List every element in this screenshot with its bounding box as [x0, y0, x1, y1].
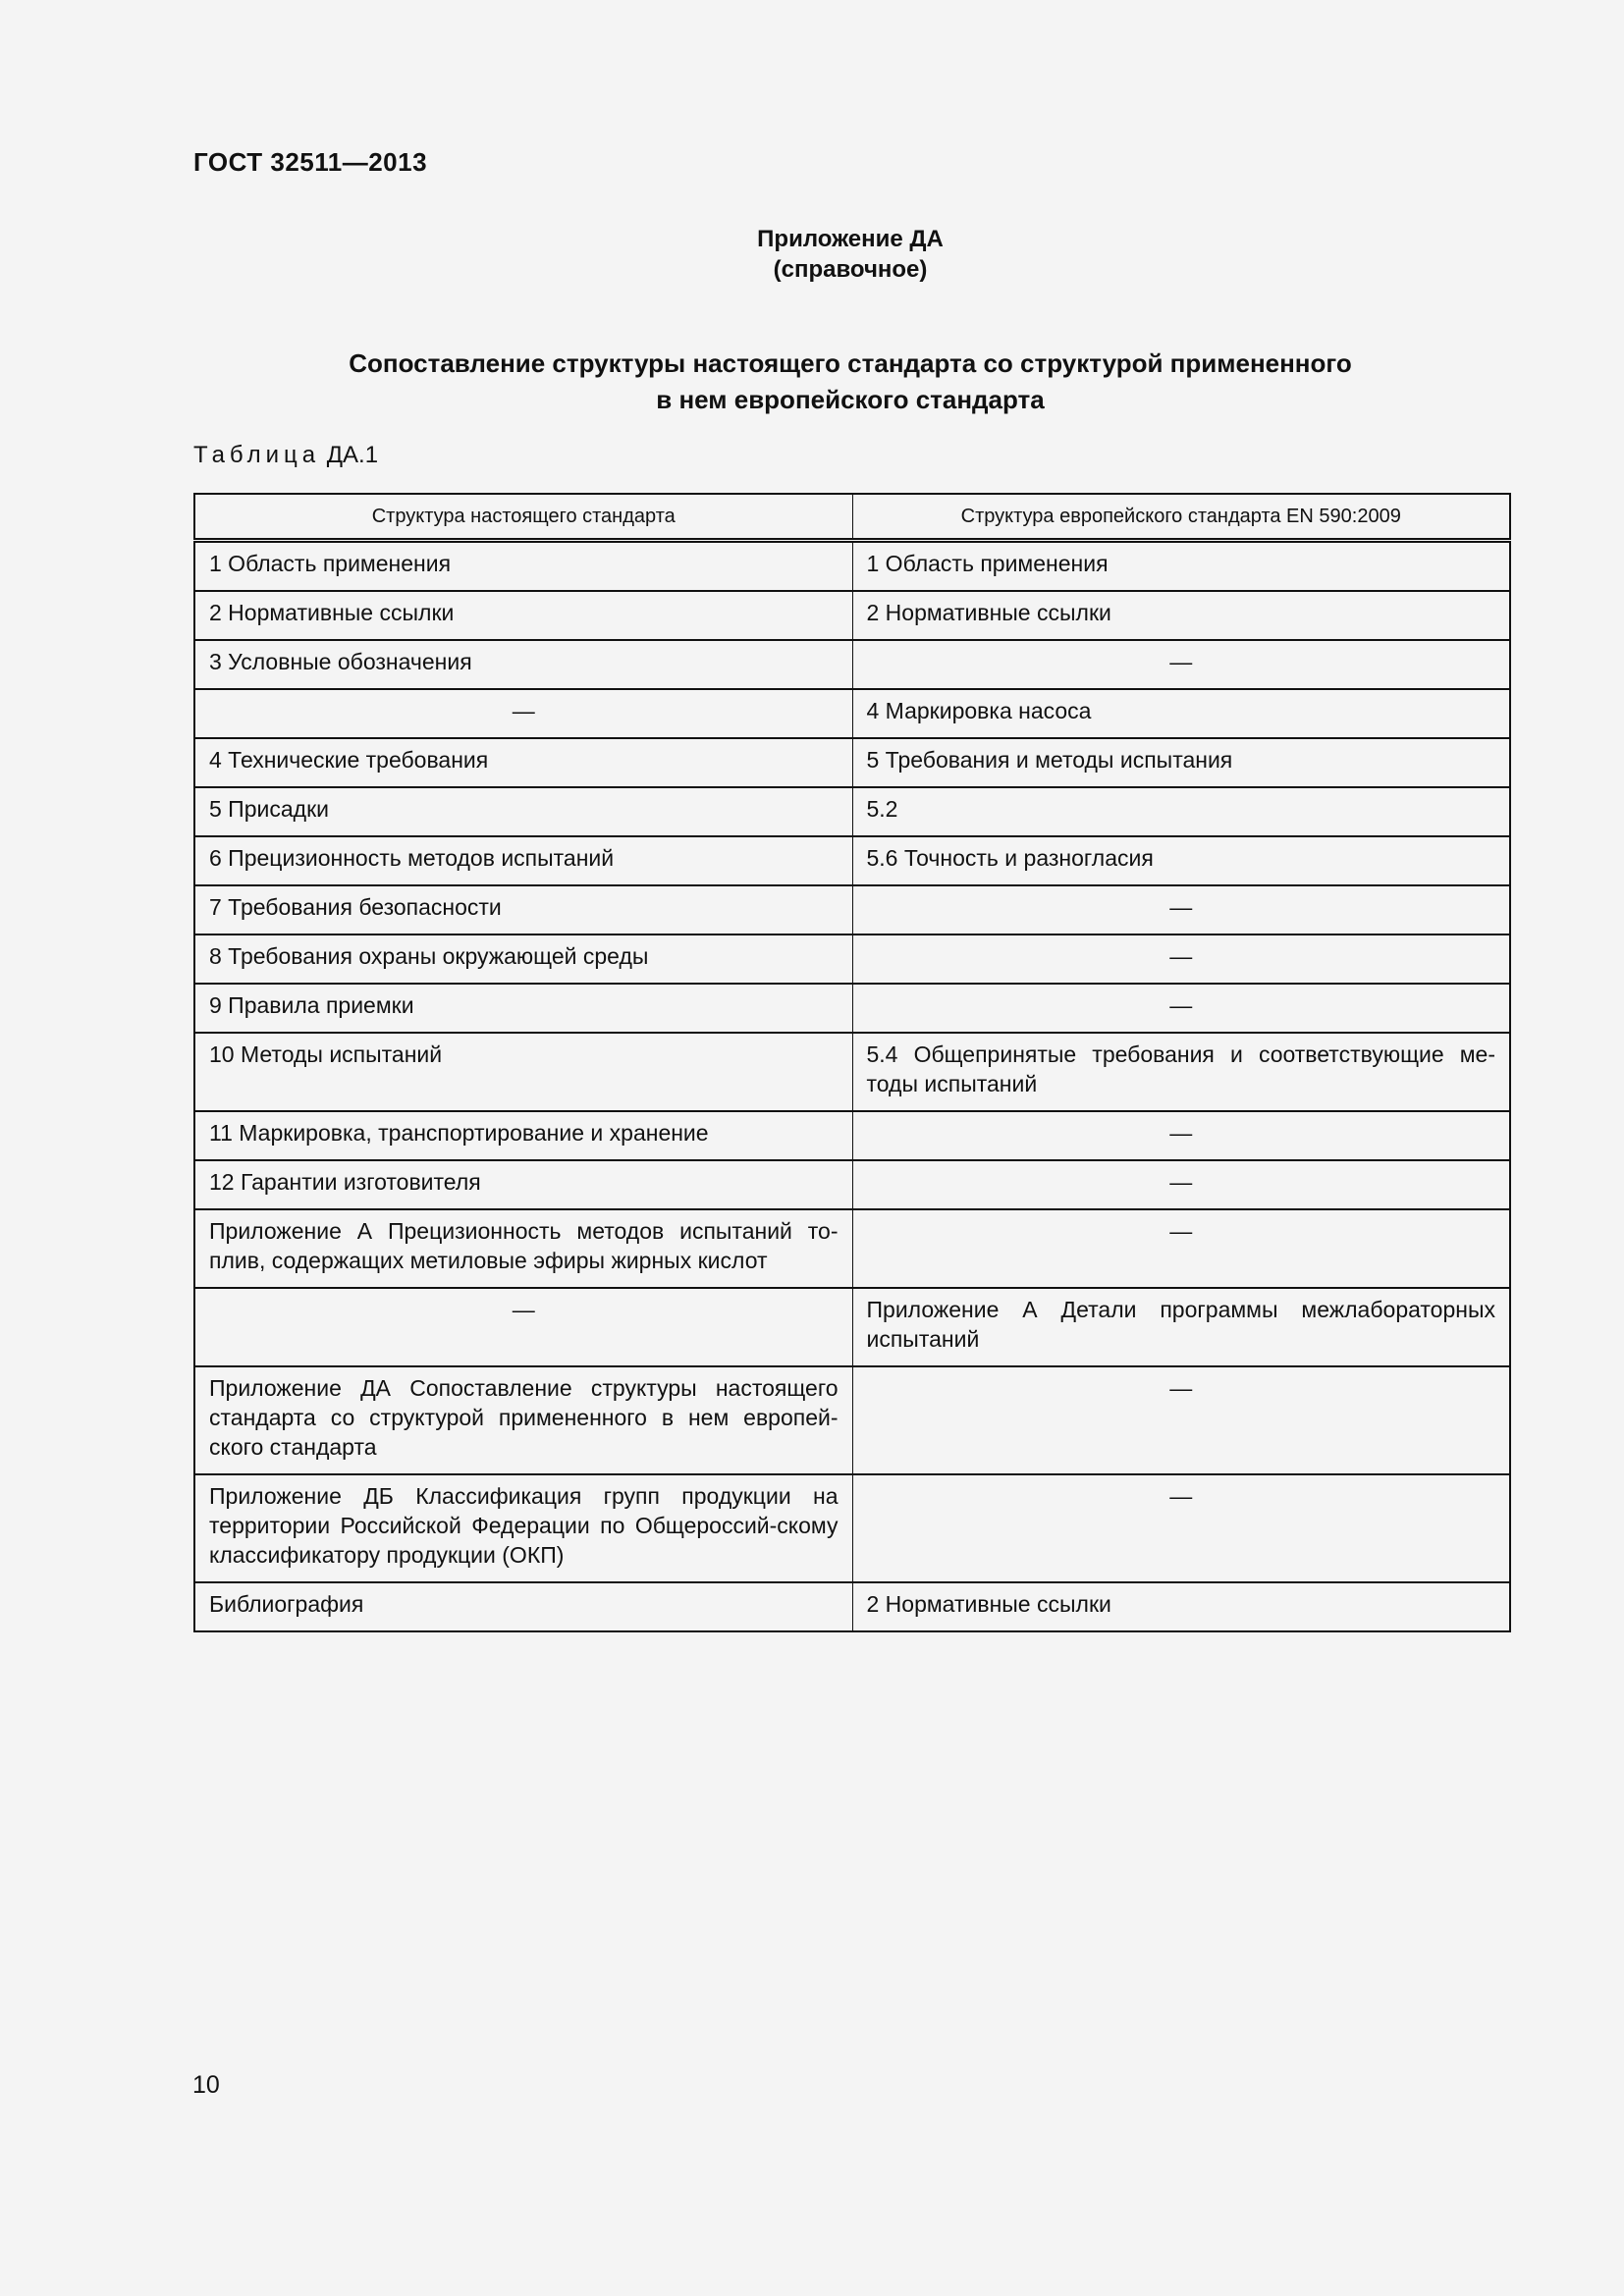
cell-european-standard: 5.6 Точность и разногласия: [852, 836, 1510, 885]
cell-current-standard: 6 Прецизионность методов испытаний: [194, 836, 852, 885]
cell-current-standard: 3 Условные обозначения: [194, 640, 852, 689]
cell-european-standard: 5 Требования и методы испытания: [852, 738, 1510, 787]
appendix-title-line-2: в нем европейского стандарта: [656, 385, 1045, 414]
cell-european-standard: —: [852, 1160, 1510, 1209]
cell-current-standard: Приложение ДА Сопоставление структуры настоящего стандарта со структурой примененного в нем европей-ского стандарта: [194, 1366, 852, 1474]
cell-european-standard: —: [852, 1111, 1510, 1160]
cell-european-standard: Приложение А Детали программы межлабораторных испытаний: [852, 1288, 1510, 1366]
appendix-title: [0, 346, 1624, 418]
cell-european-standard: 1 Область применения: [852, 541, 1510, 592]
cell-current-standard: Библиография: [194, 1582, 852, 1631]
cell-current-standard: 4 Технические требования: [194, 738, 852, 787]
appendix-label: Приложение ДА: [757, 226, 944, 252]
cell-european-standard: 5.4 Общепринятые требования и соответствующие ме-тоды испытаний: [852, 1033, 1510, 1111]
cell-current-standard: 5 Присадки: [194, 787, 852, 836]
table-header-row: [194, 494, 1510, 541]
cell-european-standard: —: [852, 1474, 1510, 1582]
cell-european-standard: —: [852, 934, 1510, 984]
table-body: [194, 541, 1510, 1632]
cell-current-standard: 11 Маркировка, транспортирование и хранение: [194, 1111, 852, 1160]
appendix-heading: [0, 224, 1624, 285]
table-row: [194, 1033, 1510, 1111]
table-row: [194, 591, 1510, 640]
cell-european-standard: 5.2: [852, 787, 1510, 836]
cell-current-standard: 1 Область применения: [194, 541, 852, 592]
cell-current-standard: Приложение ДБ Классификация групп продукции на территории Российской Федерации по Общероссий-скому классификатору продукции (ОКП): [194, 1474, 852, 1582]
table-row: [194, 836, 1510, 885]
page-number: 10: [192, 2071, 220, 2099]
cell-european-standard: 2 Нормативные ссылки: [852, 591, 1510, 640]
appendix-type: (справочное): [773, 256, 928, 283]
table-caption-number: ДА.1: [326, 442, 379, 468]
table-row: [194, 1288, 1510, 1366]
cell-current-standard: 9 Правила приемки: [194, 984, 852, 1033]
table-caption-word: Таблица: [193, 442, 321, 468]
table-row: [194, 640, 1510, 689]
cell-european-standard: 4 Маркировка насоса: [852, 689, 1510, 738]
table-row: [194, 738, 1510, 787]
structure-comparison-table: [193, 493, 1511, 1632]
cell-current-standard: 12 Гарантии изготовителя: [194, 1160, 852, 1209]
cell-current-standard: 7 Требования безопасности: [194, 885, 852, 934]
table-row: [194, 541, 1510, 592]
header-current-standard: Структура настоящего стандарта: [194, 494, 852, 541]
cell-european-standard: —: [852, 640, 1510, 689]
table-row: [194, 984, 1510, 1033]
cell-current-standard: 10 Методы испытаний: [194, 1033, 852, 1111]
table-row: [194, 934, 1510, 984]
cell-european-standard: —: [852, 984, 1510, 1033]
cell-current-standard: Приложение А Прецизионность методов испытаний то-плив, содержащих метиловые эфиры жирных кислот: [194, 1209, 852, 1288]
cell-current-standard: —: [194, 1288, 852, 1366]
table-row: [194, 787, 1510, 836]
header-european-standard: Структура европейского стандарта EN 590:2009: [852, 494, 1510, 541]
table-row: [194, 1474, 1510, 1582]
cell-european-standard: 2 Нормативные ссылки: [852, 1582, 1510, 1631]
table-row: [194, 689, 1510, 738]
cell-current-standard: 8 Требования охраны окружающей среды: [194, 934, 852, 984]
table-row: [194, 1582, 1510, 1631]
cell-current-standard: —: [194, 689, 852, 738]
table-row: [194, 885, 1510, 934]
table-row: [194, 1209, 1510, 1288]
table-caption: [193, 442, 378, 469]
cell-european-standard: —: [852, 885, 1510, 934]
cell-current-standard: 2 Нормативные ссылки: [194, 591, 852, 640]
cell-european-standard: —: [852, 1209, 1510, 1288]
table-row: [194, 1366, 1510, 1474]
table-row: [194, 1160, 1510, 1209]
table-row: [194, 1111, 1510, 1160]
document-code: ГОСТ 32511—2013: [193, 147, 428, 177]
cell-european-standard: —: [852, 1366, 1510, 1474]
appendix-title-line-1: Сопоставление структуры настоящего стандарта со структурой примененного: [349, 348, 1352, 378]
